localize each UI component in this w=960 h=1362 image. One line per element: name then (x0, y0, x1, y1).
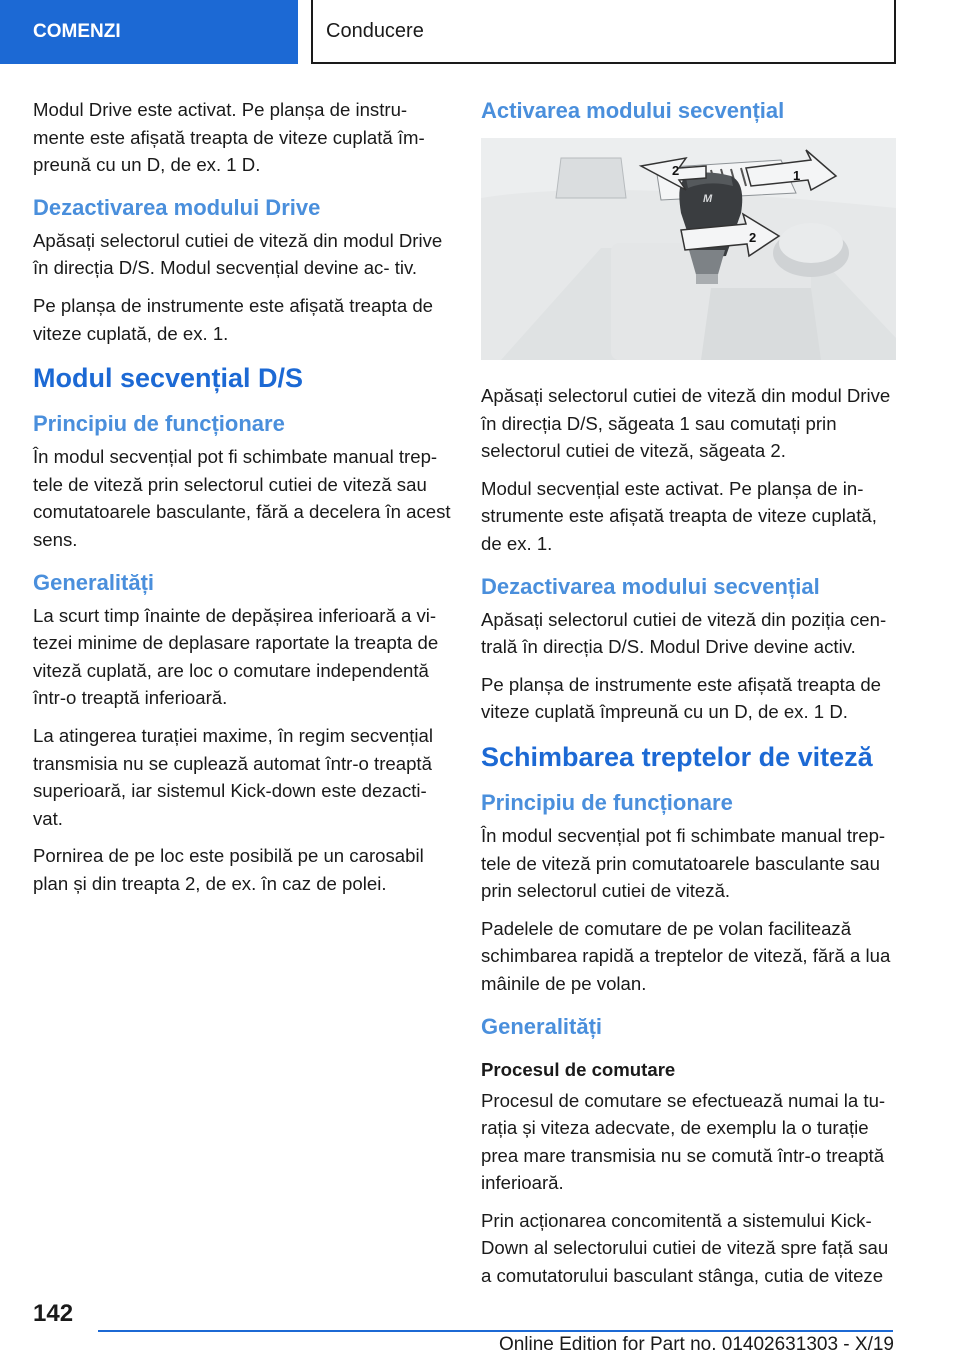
heading-gear-shifting: Schimbarea treptelor de viteză (481, 741, 873, 772)
heading-general: Generalități (481, 1013, 603, 1039)
paragraph: Pornirea de pe loc este posibilă pe un carosabil plan și din treapta 2, de ex. în caz de polei. (33, 845, 424, 894)
paragraph: Apăsați selectorul cutiei de viteză din poziția cen‐ trală în direcția D/S. Modul Drive devine activ. (481, 608, 887, 658)
paragraph: La atingerea turației maxime, în regim secvențial transmisia nu se cuplează automat într‑o treaptă superioară, iar sistemul Kick‑down este dezacti‐ vat. (33, 724, 433, 829)
heading-sequential-mode: Modul secvențial D/S (33, 363, 304, 394)
gear-selector-illustration (481, 138, 896, 360)
heading-principle: Principiu de funcționare (481, 789, 733, 815)
heading-deactivate-drive: Dezactivarea modului Drive (33, 194, 321, 220)
paragraph: În modul secvențial pot fi schimbate manual trep‐ tele de viteză prin comutatoarele basculante sau prin selectorul cutiei de viteză. (481, 824, 886, 902)
paragraph: Procesul de comutare se efectuează numai la tu‐ rația și viteza adecvate, de exemplu la o turație prea mare transmisia nu se comută într‑o treaptă inferioară. (481, 1089, 886, 1194)
heading-principle: Principiu de funcționare (33, 411, 285, 437)
paragraph: În modul secvențial pot fi schimbate manual trep‐ tele de viteză prin selectorul cutiei de viteză sau comutatoarele basculante, fără a decelera în acest sens. (33, 446, 451, 550)
left-column (33, 96, 451, 907)
paragraph: Pe planșa de instrumente este afișată treapta de viteze cuplată împreună cu un D, de ex. 1 D. (481, 673, 882, 723)
paragraph: Apăsați selectorul cutiei de viteză din modul Drive în direcția D/S. Modul secvențial devine ac‐ tiv. (33, 229, 443, 279)
footer-edition: Online Edition for Part no. 01402631303 - X/19 (498, 1334, 894, 1355)
chapter-tab: Conducere (311, 0, 896, 64)
heading-general: Generalități (33, 569, 155, 595)
right-column (481, 96, 899, 1300)
heading-activate-sequential: Activarea modului secvențial (481, 98, 785, 123)
paragraph: Prin acționarea concomitentă a sistemului Kick‑ Down al selectorului cutiei de viteză spre față sau a comutatorului basculant stânga, cutia de viteze (481, 1209, 889, 1287)
page-number: 142 (33, 1300, 74, 1327)
section-tab: COMENZI (0, 0, 298, 64)
paragraph: La scurt timp înainte de depășirea inferioară a vi‐ tezei minime de deplasare raportate la treapta de viteză cuplată, are loc o comutare independentă într‑o treaptă inferioară. (33, 604, 439, 709)
footer-divider (98, 1330, 893, 1332)
arrow-1-label: 1 (793, 168, 801, 183)
paragraph: Modul Drive este activat. Pe planșa de instru‐ mente este afișată treapta de viteze cuplată îm‐ preună cu un D, de ex. 1 D. (33, 99, 425, 176)
paragraph: Apăsați selectorul cutiei de viteză din modul Drive în direcția D/S, săgeata 1 sau comutați prin selectorul cutiei de viteză, săgeata 2. (481, 385, 891, 462)
heading-shift-process: Procesul de comutare (481, 1058, 676, 1080)
paragraph: Pe planșa de instrumente este afișată treapta de viteze cuplată, de ex. 1. (33, 294, 434, 344)
heading-deactivate-sequential: Dezactivarea modului secvențial (481, 573, 820, 599)
paragraph: Modul secvențial este activat. Pe planșa de in‐ strumente este afișată treapta de viteze cuplată, de ex. 1. (481, 477, 877, 554)
paragraph: Padelele de comutare de pe volan facilitează schimbarea rapidă a treptelor de viteză, fără a lua mâinile de pe volan. (481, 917, 891, 994)
arrow-2-top-label: 2 (672, 163, 680, 178)
m-logo: M (703, 193, 713, 205)
gear-selector-figure (481, 138, 896, 360)
arrow-2-bottom-label: 2 (749, 230, 757, 245)
